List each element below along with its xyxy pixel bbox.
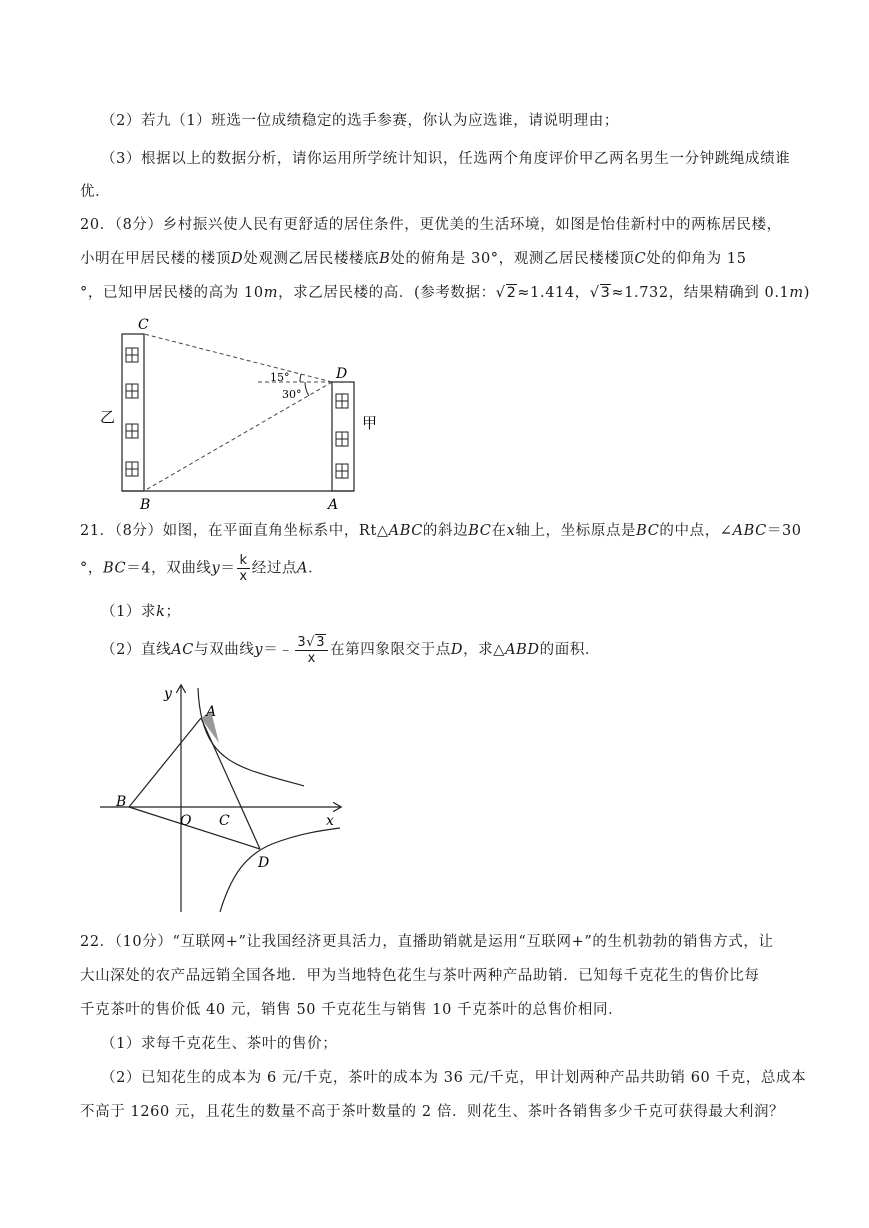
segment-BA (129, 718, 201, 807)
figure-q20-buildings (100, 312, 400, 514)
sight-line-DC (144, 334, 332, 382)
q22-part2-line2: 不高于 1260 元，且花生的数量不高于茶叶数量的 2 倍．则花生、茶叶各销售多少千克可获得最大利润？ (80, 1104, 785, 1120)
label-A: A (328, 497, 339, 513)
q22-line3: 千克茶叶的售价低 40 元，销售 50 千克花生与销售 10 千克茶叶的总售价相同． (80, 1002, 624, 1018)
label-C: C (219, 813, 230, 829)
q22-part2-line1: （2）已知花生的成本为 6 元/千克，茶叶的成本为 36 元/千克，甲计划两种产品共助销 60 千克，总成本 (101, 1070, 807, 1086)
label-B: B (140, 497, 151, 513)
sqrt-2: √2 (495, 285, 517, 301)
q22-line2: 大山深处的农产品远销全国各地．甲为当地特色花生与茶叶两种产品助销．已知每千克花生的售价比每 (80, 968, 760, 984)
q19-part3-line2: 优． (80, 184, 111, 200)
sight-line-DB (144, 382, 332, 491)
fraction-3sqrt3-over-x: $\frac{3√3}{x}$ (295, 635, 328, 666)
label-B: B (116, 794, 127, 810)
building-jia (332, 382, 354, 491)
label-A: A (206, 704, 217, 720)
q21-part1: （1）求k； (101, 604, 181, 620)
q21-part2: （2）直线AC与双曲线y＝﹣ $\frac{3√3}{x}$ 在第四象限交于点D，求△ABD的面积． (101, 634, 601, 666)
angle-arc-15 (300, 374, 301, 382)
label-C: C (138, 317, 149, 333)
label-D: D (258, 855, 270, 871)
fraction-k-over-x: $\frac{k}{x}$ (239, 553, 248, 584)
q22-line1: 22．（10分）“互联网+”让我国经济更具活力，直播助销就是运用“互联网+”的生机勃勃的销售方式，让 (80, 934, 774, 950)
sqrt-3: √3 (589, 285, 611, 301)
label-yi: 乙 (100, 408, 116, 426)
q20-line1: 20．（8分）乡村振兴使人民有更舒适的居住条件，更优美的生活环境，如图是怡佳新村中的两栋居民楼， (80, 217, 782, 233)
building-jia-windows (336, 394, 348, 478)
q22-part1: （1）求每千克花生、茶叶的售价； (101, 1036, 338, 1052)
segment-AD (201, 718, 260, 849)
q21-line2: °，BC＝4，双曲线y＝ $\frac{k}{x}$ 经过点A． (80, 553, 324, 584)
building-yi (122, 334, 144, 491)
label-x: x (326, 813, 334, 829)
label-y: y (164, 686, 172, 702)
q21-line1: 21．（8分）如图，在平面直角坐标系中，Rt△ABC的斜边BC在x轴上，坐标原点是BC的中点，∠ABC＝30 (80, 523, 802, 539)
q19-part3-line1: （3）根据以上的数据分析，请你运用所学统计知识，任选两个角度评价甲乙两名男生一分钟跳绳成绩谁 (101, 151, 791, 167)
label-O: O (180, 813, 192, 829)
label-angle-15: 15° (270, 371, 290, 384)
building-yi-windows (126, 348, 138, 476)
hyperbola-k (198, 688, 304, 786)
segment-BD (129, 807, 260, 849)
hyperbola-neg (220, 828, 340, 912)
label-angle-30: 30° (282, 388, 302, 401)
angle-arc-30 (305, 382, 309, 396)
label-D: D (336, 366, 348, 382)
label-jia: 甲 (362, 414, 378, 432)
q19-part2: （2）若九（1）班选一位成绩稳定的选手参赛，你认为应选谁，请说明理由； (101, 113, 619, 129)
figure-q21-coordinate (100, 680, 350, 915)
q20-line3: °，已知甲居民楼的高为 10m，求乙居民楼的高．(参考数据：√2≈1.414，√3≈1.732，结果精确到 0.1m) (80, 285, 811, 301)
q20-line2: 小明在甲居民楼的楼顶D处观测乙居民楼楼底B处的俯角是 30°，观测乙居民楼楼顶C处的仰角为 15 (80, 251, 747, 267)
